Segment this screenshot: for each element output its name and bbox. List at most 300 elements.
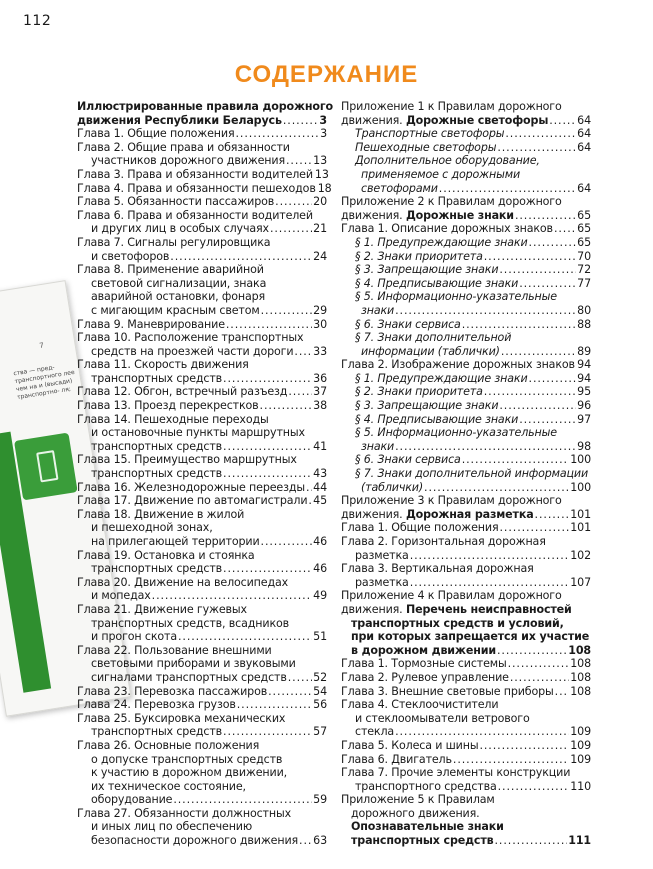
toc-entry-text: Глава 16. Железнодорожные переезды [77, 480, 305, 494]
toc-entry [77, 426, 327, 440]
toc-page-number: 65 [577, 208, 591, 222]
toc-entry-text: информации (таблички) [361, 344, 500, 358]
toc-leader-dots [499, 263, 576, 277]
toc-page-number: 54 [313, 684, 327, 698]
toc-entry-text: Глава 22. Пользование внешними [77, 643, 272, 657]
toc-entry-text: транспортных средств, всадников [91, 616, 290, 630]
toc-entry [341, 304, 591, 318]
toc-entry [77, 712, 327, 726]
toc-entry-text: оборудование [91, 793, 173, 807]
toc-entry [77, 440, 327, 454]
toc-entry [341, 236, 591, 250]
toc-entry-text: Глава 23. Перевозка пассажиров [77, 684, 268, 698]
toc-entry-part: движения. [341, 113, 406, 127]
toc-entry-text: Глава 21. Движение гужевых [77, 602, 247, 616]
toc-entry [77, 807, 327, 821]
toc-leader-dots [283, 114, 319, 128]
toc-leader-dots [497, 644, 567, 658]
toc-leader-dots [299, 834, 312, 848]
toc-page-number: 111 [568, 834, 591, 848]
toc-entry-text: Приложение 4 к Правилам дорожного [341, 589, 562, 603]
page-title: СОДЕРЖАНИЕ [234, 61, 419, 88]
toc-entry-text: стекла [355, 725, 395, 739]
toc-entry-text: Глава 5. Обязанности пассажиров [77, 195, 275, 209]
toc-entry-text: их техническое состояние, [91, 779, 246, 793]
toc-page-number: 30 [313, 317, 327, 331]
toc-entry-part: Перечень неисправностей [405, 602, 572, 616]
toc-leader-dots [505, 127, 576, 141]
toc-leader-dots [510, 671, 569, 685]
toc-entry [341, 141, 591, 155]
toc-entry [341, 453, 591, 467]
toc-entry [77, 331, 327, 345]
toc-entry-text: Глава 2. Рулевое управление [341, 670, 509, 684]
toc-page-number: 56 [313, 698, 327, 712]
toc-leader-dots [453, 753, 569, 767]
toc-entry [77, 100, 334, 114]
toc-page-number: 49 [313, 589, 327, 603]
toc-page-number: 80 [577, 303, 591, 317]
toc-page-number: 101 [570, 507, 591, 521]
toc-leader-dots [549, 114, 576, 128]
toc-page-number: 89 [577, 344, 591, 358]
toc-entry [77, 657, 327, 671]
toc-entry-text: Глава 14. Пешеходные переходы [77, 412, 269, 426]
toc-entry-text: при которых запрещается их участие [351, 630, 590, 644]
toc-entry-text: Глава 2. Общие права и обязанности [77, 140, 290, 154]
toc-entry [77, 685, 327, 699]
toc-entry-text: знаки [361, 439, 395, 453]
toc-entry-text: разметка [355, 548, 409, 562]
toc-entry [77, 739, 327, 753]
toc-leader-dots [555, 685, 570, 699]
toc-entry [77, 154, 327, 168]
toc-leader-dots [535, 508, 570, 522]
toc-entry [341, 372, 591, 386]
toc-entry-text: Глава 20. Движение на велосипедах [77, 575, 289, 589]
toc-entry-text: и прогон скота [91, 630, 177, 644]
toc-entry [341, 576, 591, 590]
toc-entry [77, 263, 327, 277]
toc-entry [341, 589, 591, 603]
toc-leader-dots [270, 222, 312, 236]
toc-entry [341, 535, 591, 549]
toc-page-number: 20 [313, 195, 327, 209]
toc-entry [341, 318, 591, 332]
toc-entry [77, 413, 327, 427]
toc-page-number: 13 [314, 167, 329, 181]
toc-leader-dots [226, 318, 312, 332]
toc-entry [77, 820, 327, 834]
toc-entry [341, 168, 591, 182]
toc-entry [77, 576, 327, 590]
toc-entry-text: транспортных средств [351, 834, 494, 848]
toc-entry-text: (таблички) [361, 480, 424, 494]
adjacent-page-number: 7 [38, 341, 45, 350]
toc-entry-text [341, 508, 534, 522]
toc-entry-text: Глава 4. Права и обязанности пешеходов [77, 181, 316, 195]
toc-entry-text: Пешеходные светофоры [355, 140, 497, 154]
toc-page-number: 88 [577, 317, 591, 331]
toc-entry-text: световой сигнализации, знака [91, 276, 267, 290]
toc-page-number: 108 [570, 670, 591, 684]
toc-entry [77, 644, 327, 658]
toc-leader-dots [223, 467, 312, 481]
toc-entry-text: в дорожном движении [351, 643, 496, 657]
toc-entry-text: световыми приборами и звуковыми [91, 657, 296, 671]
toc-entry [341, 481, 591, 495]
toc-entry [77, 168, 327, 182]
toc-entry [77, 195, 327, 209]
toc-page-number: 37 [313, 385, 327, 399]
toc-entry-text [341, 209, 514, 223]
toc-page-number: 64 [577, 127, 591, 141]
toc-entry [77, 494, 327, 508]
toc-leader-dots [508, 657, 570, 671]
toc-entry-text: Глава 1. Общие положения [341, 521, 499, 535]
toc-leader-dots [410, 549, 570, 563]
toc-page-number: 65 [577, 222, 591, 236]
toc-entry-text: Глава 17. Движение по автомагистрали [77, 494, 308, 508]
toc-entry [341, 685, 591, 699]
toc-entry [341, 154, 591, 168]
toc-entry [341, 739, 591, 753]
toc-entry [77, 467, 327, 481]
toc-entry [341, 807, 591, 821]
toc-leader-dots [261, 535, 313, 549]
toc-entry [77, 725, 327, 739]
toc-entry [341, 290, 591, 304]
toc-entry-text: с мигающим красным светом [91, 303, 260, 317]
toc-page-number: 59 [313, 793, 327, 807]
toc-entry-text: Глава 18. Движение в жилой [77, 507, 245, 521]
toc-entry-text: безопасности дорожного движения [91, 834, 299, 848]
toc-left-column [77, 100, 334, 848]
toc-entry-text: Глава 25. Буксировка механических [77, 711, 286, 725]
toc-leader-dots [275, 195, 312, 209]
toc-entry-text: Глава 1. Общие положения [77, 127, 235, 141]
toc-page-number: 94 [577, 371, 591, 385]
toc-entry [341, 277, 591, 291]
toc-entry-text: о допуске транспортных средств [91, 752, 283, 766]
toc-page-number: 57 [313, 725, 327, 739]
toc-entry [77, 589, 327, 603]
toc-entry-text: транспортных средств и условий, [351, 616, 564, 630]
toc-entry [341, 331, 591, 345]
toc-entry-text: транспортных средств [91, 467, 223, 481]
toc-entry [341, 820, 591, 834]
toc-entry-text: и иных лиц по обеспечению [91, 820, 253, 834]
toc-entry [341, 127, 591, 141]
toc-leader-dots [178, 630, 312, 644]
toc-entry [77, 318, 327, 332]
toc-entry-text: участников дорожного движения [91, 154, 285, 168]
toc-entry [77, 549, 327, 563]
toc-leader-dots [529, 236, 577, 250]
toc-entry-text: § 7. Знаки дополнительной [355, 331, 512, 345]
toc-entry-text: Глава 3. Вертикальная дорожная [341, 562, 534, 576]
toc-entry [77, 209, 327, 223]
toc-entry [341, 753, 591, 767]
toc-entry [77, 521, 327, 535]
toc-page-number: 64 [577, 140, 591, 154]
toc-page-number: 65 [577, 235, 591, 249]
toc-entry-text: Глава 6. Двигатель [341, 752, 452, 766]
toc-entry [341, 399, 591, 413]
toc-page-number: 100 [570, 480, 591, 494]
toc-entry [341, 100, 591, 114]
toc-entry [77, 617, 327, 631]
toc-entry [341, 671, 591, 685]
toc-page-number: 63 [313, 834, 327, 848]
toc-entry-text: Дополнительное оборудование, [355, 154, 540, 168]
toc-page-number: 108 [570, 657, 591, 671]
toc-leader-dots [424, 481, 569, 495]
toc-entry-text: § 6. Знаки сервиса [355, 453, 461, 467]
toc-leader-dots [306, 481, 312, 495]
toc-entry-text: транспортных средств [91, 562, 223, 576]
toc-entry [77, 358, 327, 372]
toc-entry-text: § 3. Запрещающие знаки [355, 263, 499, 277]
toc-leader-dots [519, 277, 576, 291]
toc-entry [341, 426, 591, 440]
toc-entry [341, 834, 591, 848]
toc-entry [77, 222, 327, 236]
toc-leader-dots [495, 834, 568, 848]
toc-leader-dots [519, 413, 576, 427]
toc-entry [341, 698, 591, 712]
toc-entry-text: знаки [361, 303, 395, 317]
toc-entry [77, 114, 327, 128]
toc-entry-text: Глава 26. Основные положения [77, 738, 260, 752]
toc-page-number: 38 [313, 399, 327, 413]
toc-leader-dots [170, 250, 312, 264]
toc-entry-text: Глава 7. Прочие элементы конструкции [341, 766, 571, 780]
toc-entry-text: сигналами транспортных средств [91, 670, 287, 684]
toc-leader-dots [223, 725, 312, 739]
toc-entry [77, 698, 327, 712]
toc-leader-dots [152, 589, 313, 603]
toc-entry-text: Глава 10. Расположение транспортных [77, 331, 304, 345]
toc-entry-text: Опознавательные знаки [351, 820, 504, 834]
toc-leader-dots [462, 318, 576, 332]
toc-entry [77, 236, 327, 250]
toc-entry-text: применяемое с дорожными [361, 167, 521, 181]
toc-entry [77, 277, 327, 291]
toc-leader-dots [497, 141, 576, 155]
toc-entry [341, 630, 591, 644]
toc-entry [77, 481, 327, 495]
toc-entry-text: Глава 7. Сигналы регулировщика [77, 235, 271, 249]
toc-entry [341, 725, 591, 739]
toc-page-number: 94 [577, 358, 591, 372]
toc-entry [341, 494, 591, 508]
toc-entry-part: движения. [341, 602, 406, 616]
toc-entry-text: Транспортные светофоры [355, 127, 505, 141]
toc-entry-text [341, 114, 548, 128]
toc-entry [341, 766, 591, 780]
toc-page-number: 45 [313, 494, 327, 508]
toc-leader-dots [395, 440, 576, 454]
toc-page-number: 3 [319, 113, 327, 127]
toc-entry-text: движения Республики Беларусь [77, 113, 282, 127]
toc-entry-text: § 4. Предписывающие знаки [355, 276, 519, 290]
toc-entry [341, 793, 591, 807]
toc-entry [341, 250, 591, 264]
toc-entry [77, 385, 327, 399]
toc-entry [341, 385, 591, 399]
toc-entry [77, 399, 327, 413]
toc-leader-dots [439, 182, 576, 196]
toc-entry-part: движения. [341, 507, 406, 521]
toc-entry-part: движения. [341, 208, 406, 222]
toc-entry [341, 195, 591, 209]
toc-entry-text: § 1. Предупреждающие знаки [355, 235, 528, 249]
toc-entry [341, 182, 591, 196]
toc-entry-text: § 4. Предписывающие знаки [355, 412, 519, 426]
toc-page-number: 70 [577, 249, 591, 263]
toc-entry-text: Глава 19. Остановка и стоянка [77, 548, 255, 562]
toc-entry [77, 141, 327, 155]
toc-page-number: 72 [577, 263, 591, 277]
toc-page-number: 44 [313, 480, 327, 494]
toc-leader-dots [236, 127, 320, 141]
toc-entry [341, 263, 591, 277]
toc-leader-dots [484, 385, 576, 399]
toc-entry [341, 549, 591, 563]
toc-leader-dots [479, 739, 569, 753]
toc-entry-text: Глава 15. Преимущество маршрутных [77, 453, 297, 467]
toc-entry-text: Приложение 3 к Правилам дорожного [341, 494, 562, 508]
toc-entry [77, 780, 327, 794]
toc-leader-dots [237, 698, 312, 712]
battery-icon [14, 433, 78, 501]
toc-entry [341, 222, 591, 236]
toc-page-number: 43 [313, 467, 327, 481]
toc-entry-text: и остановочные пункты маршрутных [91, 426, 305, 440]
toc-entry [341, 209, 591, 223]
toc-entry [77, 630, 327, 644]
toc-page-number: 97 [577, 412, 591, 426]
toc-leader-dots [554, 222, 576, 236]
toc-entry-text: на прилегающей территории [91, 535, 260, 548]
page-number: 112 [23, 13, 52, 29]
toc-page-number: 102 [570, 548, 591, 562]
toc-entry [341, 358, 591, 372]
toc-entry-text: Приложение 5 к Правилам [341, 793, 495, 807]
toc-entry-text: Глава 2. Горизонтальная дорожная [341, 535, 546, 548]
toc-entry-text [341, 603, 572, 617]
toc-entry-text: разметка [355, 575, 409, 589]
toc-entry-text: аварийной остановки, фонаря [91, 290, 266, 304]
toc-leader-dots [286, 154, 312, 168]
toc-entry [341, 114, 591, 128]
toc-entry [341, 780, 591, 794]
toc-entry-text: Глава 11. Скорость движения [77, 358, 249, 372]
toc-leader-dots [462, 453, 570, 467]
toc-entry-text: Приложение 2 к Правилам дорожного [341, 195, 562, 209]
toc-page-number: 24 [313, 249, 327, 263]
toc-entry [77, 834, 327, 848]
toc-entry-text: Глава 8. Применение аварийной [77, 263, 264, 277]
toc-page-number: 95 [577, 385, 591, 399]
toc-page-number: 46 [313, 562, 327, 576]
toc-page-number: 64 [577, 181, 591, 195]
toc-right-column [341, 100, 591, 848]
toc-entry [341, 657, 591, 671]
toc-entry-text: светофорами [361, 181, 438, 195]
toc-page-number: 110 [570, 779, 591, 793]
toc-entry-text: средств на проезжей части дороги [91, 344, 294, 358]
toc-entry-text: и пешеходной зонах, [91, 521, 213, 535]
toc-entry-text: транспортных средств [91, 439, 223, 453]
toc-entry [341, 508, 591, 522]
toc-page-number: 51 [313, 630, 327, 644]
toc-entry-text: § 3. Запрещающие знаки [355, 399, 499, 413]
toc-entry-text: к участию в дорожном движении, [91, 766, 288, 780]
toc-entry [77, 127, 327, 141]
toc-page-number: 100 [570, 453, 591, 467]
toc-entry-text: транспортных средств [91, 371, 223, 385]
toc-entry [77, 181, 332, 196]
toc-leader-dots [288, 385, 312, 399]
toc-leader-dots [501, 345, 576, 359]
toc-entry-text: Иллюстрированные правила дорожного [77, 100, 334, 113]
toc-entry-text: Глава 3. Внешние световые приборы [341, 684, 554, 698]
toc-entry [77, 671, 327, 685]
toc-entry [341, 413, 591, 427]
toc-entry [341, 521, 591, 535]
toc-entry-text: § 6. Знаки сервиса [355, 317, 461, 331]
toc-entry-text: § 7. Знаки дополнительной информации [355, 467, 589, 481]
toc-leader-dots [515, 209, 576, 223]
toc-leader-dots [223, 562, 312, 576]
toc-leader-dots [308, 494, 312, 508]
toc-leader-dots [294, 345, 312, 359]
toc-entry [77, 453, 327, 467]
toc-page-number: 109 [570, 752, 591, 766]
toc-page-number: 52 [313, 670, 327, 684]
toc-page-number: 29 [313, 303, 327, 317]
toc-page-number: 96 [577, 399, 591, 413]
toc-entry-text: и других лиц в особых случаях [91, 222, 269, 236]
toc-entry-text: § 5. Информационно-указательные [355, 426, 557, 440]
toc-entry-text: и стеклоомыватели ветрового [355, 711, 530, 725]
toc-leader-dots [288, 671, 312, 685]
toc-entry [341, 603, 591, 617]
toc-entry [77, 250, 327, 264]
toc-entry-text: § 1. Предупреждающие знаки [355, 371, 528, 385]
toc-entry-text: Глава 2. Изображение дорожных знаков [341, 358, 575, 372]
toc-leader-dots [223, 440, 312, 454]
toc-page-number: 109 [570, 738, 591, 752]
toc-entry-part: Дорожная разметка [405, 507, 534, 521]
toc-entry-text: § 2. Знаки приоритета [355, 385, 483, 399]
toc-entry-text: и светофоров [91, 249, 170, 263]
toc-leader-dots [395, 304, 576, 318]
toc-leader-dots [529, 372, 577, 386]
toc-entry-text: дорожного движения. [351, 806, 480, 820]
toc-page-number: 13 [313, 154, 327, 168]
toc-entry-part: Дорожные светофоры [405, 113, 549, 127]
adjacent-page-text: ства — пред- транспортного лее чем на и (высади) транспортно- ля; [12, 363, 76, 402]
toc-leader-dots [173, 793, 312, 807]
toc-entry [77, 793, 327, 807]
toc-entry-text: транспортных средств [91, 725, 223, 739]
toc-entry [341, 644, 591, 658]
toc-page-number: 64 [577, 113, 591, 127]
toc-entry [341, 467, 591, 481]
